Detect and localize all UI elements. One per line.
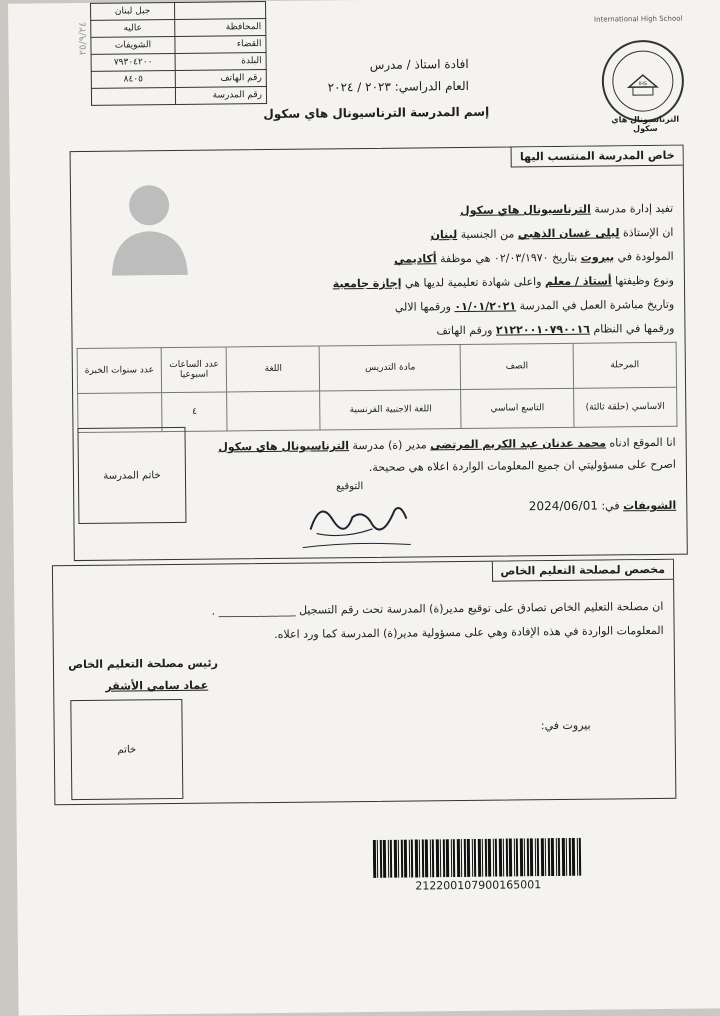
table-header-row bbox=[77, 342, 676, 393]
header-subject: مادة التدريس bbox=[320, 345, 461, 391]
system-number-value: ٢١٢٢٠٠١٠٧٩٠٠١٦ bbox=[495, 322, 591, 337]
teacher-name-value: ليلى غسان الذهبي bbox=[517, 226, 620, 241]
info-value: الشويفات bbox=[91, 36, 175, 54]
declaration-line-1: انا الموقع ادناه محمد عدنان عبد الكريم المرتضى مدير (ة) مدرسة الترناسيونال هاي سكول bbox=[218, 435, 676, 454]
line-system-number: ورقمها في النظام ٢١٢٢٠٠١٠٧٩٠٠١٦ ورقم الهاتف bbox=[436, 321, 675, 338]
school-logo-icon bbox=[598, 37, 687, 126]
place-value: الشويفات bbox=[623, 498, 677, 513]
beirut-date-label: بيروت في: bbox=[540, 718, 591, 733]
start-date-value: ٠١/٠١/٢٠٢١ bbox=[454, 299, 517, 314]
info-row bbox=[91, 2, 266, 21]
line-teacher: ان الإستاذة ليلى غسان الذهبي من الجنسية لبنان bbox=[430, 225, 674, 242]
signature-label: التوقيع bbox=[336, 481, 364, 493]
info-value bbox=[91, 87, 175, 105]
education-section bbox=[52, 559, 676, 806]
barcode-icon bbox=[373, 838, 583, 878]
table-row bbox=[78, 387, 677, 432]
header-hours: عدد الساعات اسبوعيا bbox=[161, 347, 227, 393]
cell-stage: الاساسي (حلقة ثالثة) bbox=[573, 387, 677, 427]
info-value: عاليه bbox=[91, 19, 175, 37]
document-page bbox=[8, 0, 720, 1016]
cell-hours: ٤ bbox=[162, 392, 228, 432]
info-table bbox=[90, 1, 267, 106]
info-label: المحافظة bbox=[175, 19, 266, 37]
declaration-line-2: اصرح على مسؤوليتي ان جميع المعلومات الواردة اعلاه هي صحيحة. bbox=[368, 457, 676, 474]
principal-name: محمد عدنان عبد الكريم المرتضى bbox=[430, 436, 607, 452]
line-job: ونوع وظيفتها أستاذ / معلم واعلى شهادة تعليمية لديها هي إجازة جامعية bbox=[332, 273, 675, 291]
info-label bbox=[175, 2, 266, 20]
cell-subject: اللغة الاجنبية الفرنسية bbox=[320, 390, 461, 430]
signature-icon bbox=[302, 489, 413, 550]
date-value: 2024/06/01 bbox=[528, 498, 599, 514]
cell-language bbox=[227, 391, 320, 431]
school-name-line: إسم المدرسة الترناسيونال هاي سكول bbox=[263, 104, 490, 122]
line-birth: المولودة في بيروت بتاريخ ٠٢/٠٣/١٩٧٠ هي موظفة أكاديمي bbox=[393, 249, 674, 266]
official-stamp-label: خاتم bbox=[117, 743, 137, 756]
header-language: اللغة bbox=[227, 346, 320, 392]
info-value: جبل لبنان bbox=[91, 2, 175, 20]
school-stamp-label: خاتم المدرسة bbox=[103, 469, 161, 482]
job-type-value: أستاذ / معلم bbox=[544, 274, 612, 289]
endorsement-line-1: ان مصلحة التعليم الخاص تصادق على توقيع مدير(ة) المدرسة تحت رقم التسجيل ______________ . bbox=[211, 599, 664, 618]
line-school: تفيد إدارة مدرسة الترناسيونال هاي سكول bbox=[460, 201, 674, 218]
school-stamp-box bbox=[77, 427, 186, 524]
info-row bbox=[91, 53, 266, 72]
info-value: ٧٩٣٠٤٢٠٠ bbox=[91, 53, 175, 71]
info-row bbox=[91, 19, 266, 38]
degree-value: إجازة جامعية bbox=[332, 276, 402, 291]
nationality-value: لبنان bbox=[430, 228, 458, 242]
barcode-number: 212200107900165001 bbox=[415, 878, 542, 893]
head-title: رئيس مصلحة التعليم الخاص bbox=[68, 656, 219, 672]
corner-note: ٢٥/٩/٢٤ bbox=[77, 21, 89, 56]
school-name-value: الترناسيونال هاي سكول bbox=[460, 202, 591, 218]
header-experience: عدد سنوات الخبرة bbox=[77, 348, 161, 394]
logo-caption: الترناسيونال هاي سكول bbox=[611, 114, 680, 134]
place-date: الشويفات في: 2024/06/01 bbox=[528, 498, 677, 514]
info-value: ٨٤٠٥ bbox=[91, 70, 175, 88]
info-label: رقم الهاتف bbox=[175, 70, 266, 88]
person-photo-icon bbox=[107, 175, 192, 276]
svg-text:IHS: IHS bbox=[638, 81, 648, 88]
info-row bbox=[91, 36, 266, 55]
header-grade: الصف bbox=[460, 343, 573, 389]
info-label: البلدة bbox=[175, 53, 266, 71]
line-start-date: وتاريخ مباشرة العمل في المدرسة ٠١/٠١/٢٠٢١ ورقمها الالي bbox=[394, 297, 675, 314]
header-stage: المرحلة bbox=[573, 342, 677, 388]
education-section-title: مخصص لمصلحة التعليم الخاص bbox=[491, 560, 673, 582]
logo-text: International High School bbox=[593, 14, 683, 24]
teaching-table bbox=[77, 342, 678, 433]
school-year: العام الدراسي: ٢٠٢٣ / ٢٠٢٤ bbox=[327, 78, 469, 95]
doc-title: افادة استاذ / مدرس bbox=[369, 56, 469, 72]
head-name: عماد سامي الأشقر bbox=[105, 678, 209, 693]
declaration-school: الترناسيونال هاي سكول bbox=[218, 439, 350, 454]
info-label: القضاء bbox=[175, 36, 266, 54]
birthplace-value: بيروت bbox=[580, 250, 615, 264]
school-section-title: خاص المدرسة المنتسب اليها bbox=[511, 146, 683, 168]
cell-grade: التاسع اساسي bbox=[461, 388, 574, 428]
info-row bbox=[91, 87, 266, 106]
info-row bbox=[91, 70, 266, 89]
official-stamp-box bbox=[70, 699, 183, 800]
info-label: رقم المدرسة bbox=[175, 87, 266, 105]
school-section bbox=[70, 145, 688, 561]
endorsement-line-2: المعلومات الواردة في هذه الإفادة وهي على مسؤولية مدير(ة) المدرسة كما ورد اعلاه. bbox=[274, 623, 664, 641]
employment-type-value: أكاديمي bbox=[393, 252, 437, 266]
